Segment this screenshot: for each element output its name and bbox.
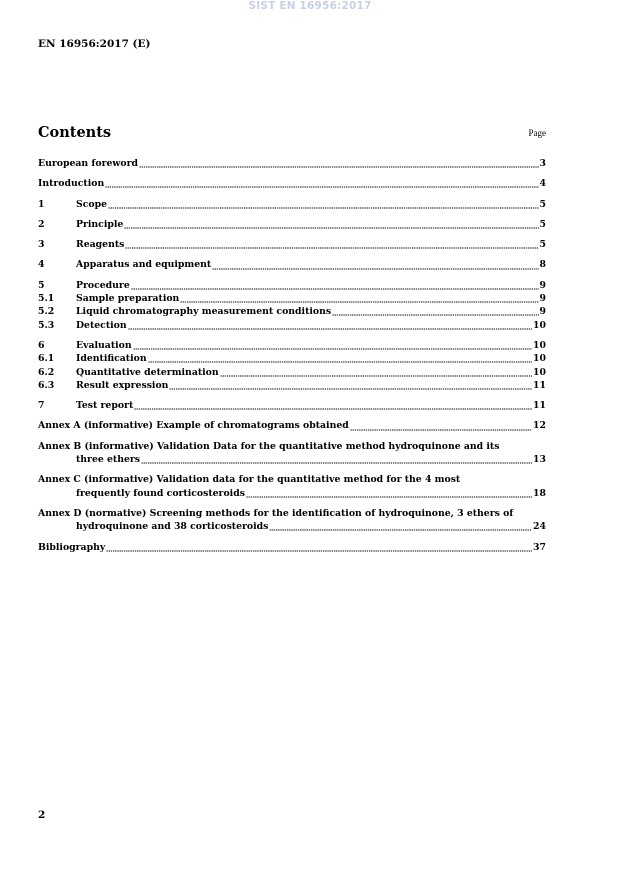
toc-entry-page: 11 [533,379,546,391]
toc-entry-page: 13 [533,454,546,466]
dot-leader [212,261,538,270]
toc-entry-number: 2 [38,218,45,230]
toc-entry-title: Apparatus and equipment [76,259,212,271]
toc-entry-title: Procedure [76,279,130,291]
dot-leader [124,220,538,229]
toc-entry-procedure[interactable] [38,279,546,292]
toc-entry-number: 5 [38,279,45,291]
toc-entry-sample-preparation[interactable] [38,292,546,305]
toc-entry-page: 5 [539,218,546,230]
toc-entry-identification[interactable] [38,352,546,365]
toc-entry-title: Quantitative determination [76,366,219,378]
toc-entry-page: 10 [533,319,546,331]
toc-entry-page: 10 [533,366,546,378]
page-number: 2 [38,809,46,821]
dot-leader [125,240,538,249]
toc-entry-title: Scope [76,198,107,210]
toc-entry-european-foreword[interactable] [38,157,546,170]
dot-leader [133,341,532,350]
toc-entry-principle[interactable] [38,218,546,231]
toc-entry-page: 9 [539,306,546,318]
toc-entry-page: 3 [539,158,546,169]
toc-entry-title-continued: hydroquinone and 38 corticosteroids [76,521,269,533]
toc-entry-page: 9 [539,279,546,291]
dot-leader [105,180,538,189]
toc-entry-page: 9 [539,293,546,305]
toc-entry-page: 18 [533,487,546,499]
toc-entry-title: Introduction [38,178,105,190]
toc-entry-number: 4 [38,259,45,271]
toc-entry-detection[interactable] [38,319,546,332]
toc-entry-title: Result expression [76,379,169,391]
toc-entry-title: Bibliography [38,541,106,553]
toc-entry-annex-b[interactable] [38,440,546,467]
toc-entry-annex-d[interactable] [38,507,546,534]
toc-entry-number: 5.3 [38,319,55,331]
dot-leader [169,381,532,390]
toc-entry-title-continued: frequently found corticosteroids [76,487,245,499]
dot-leader [180,294,538,303]
dot-leader [134,401,532,410]
toc-entry-title: Principle [76,218,124,230]
toc-entry-test-report[interactable] [38,399,546,412]
toc-entry-evaluation[interactable] [38,339,546,352]
contents-header [38,122,546,141]
toc-entry-lc-measurement-conditions[interactable] [38,305,546,318]
dot-leader [106,543,532,552]
dot-leader [269,523,532,532]
toc-entry-number: 6.1 [38,353,55,365]
toc-entry-page: 12 [533,420,546,432]
toc-entry-page: 10 [533,339,546,351]
toc-entry-number: 7 [38,400,45,412]
toc-entry-number: 5.1 [38,293,55,305]
dot-leader [220,368,532,377]
page-column-label: Page [528,128,546,138]
toc-entry-bibliography[interactable] [38,541,546,554]
toc-entry-title-continued: three ethers [76,454,141,466]
toc-entry-number: 5.2 [38,306,55,318]
toc-entry-page: 8 [539,259,546,271]
toc-entry-page: 11 [533,400,546,412]
toc-entry-annex-c[interactable] [38,473,546,500]
toc-entry-number: 1 [38,198,45,210]
document-id: EN 16956:2017 (E) [38,38,151,50]
toc-entry-number: 6 [38,339,45,351]
dot-leader [148,355,532,364]
toc-entry-title: Evaluation [76,339,132,351]
dot-leader [246,489,532,498]
toc-entry-page: 10 [533,353,546,365]
toc-entry-title: Annex C (informative) Validation data for the quantitative method for the 4 most [38,474,461,486]
dot-leader [350,422,532,431]
toc-entry-reagents[interactable] [38,238,546,251]
toc-entry-title: Annex A (informative) Example of chromatograms obtained [38,420,349,432]
dot-leader [141,455,532,464]
dot-leader [108,200,539,209]
toc-entry-title: Detection [76,319,127,331]
toc-entry-number: 6.3 [38,379,55,391]
dot-leader [131,281,539,290]
dot-leader [128,321,532,330]
toc-entry-number: 3 [38,239,45,251]
toc-entry-title: Annex B (informative) Validation Data for the quantitative method hydroquinone and its [38,440,500,452]
table-of-contents [38,157,546,554]
toc-entry-title: Sample preparation [76,293,180,305]
toc-entry-title: European foreword [38,158,138,169]
toc-entry-scope[interactable] [38,198,546,211]
toc-entry-page: 5 [539,198,546,210]
dot-leader [139,159,539,168]
toc-entry-number: 6.2 [38,366,55,378]
toc-entry-page: 4 [539,178,546,190]
toc-entry-quantitative-determination[interactable] [38,366,546,379]
toc-entry-annex-a[interactable] [38,419,546,432]
watermark: SIST EN 16956:2017 [248,0,372,12]
contents-title: Contents [38,124,112,141]
toc-entry-title: Reagents [76,239,125,251]
toc-entry-title: Test report [76,400,134,412]
toc-entry-title: Annex D (normative) Screening methods for the identification of hydroquinone, 3 ethers of [38,507,514,519]
toc-entry-introduction[interactable] [38,177,546,190]
toc-entry-page: 24 [533,521,546,533]
dot-leader [332,308,538,317]
toc-entry-apparatus[interactable] [38,258,546,271]
toc-entry-title: Liquid chromatography measurement conditions [76,306,332,318]
toc-entry-result-expression[interactable] [38,379,546,392]
toc-entry-page: 37 [533,541,546,553]
toc-entry-page: 5 [539,239,546,251]
toc-entry-title: Identification [76,353,147,365]
